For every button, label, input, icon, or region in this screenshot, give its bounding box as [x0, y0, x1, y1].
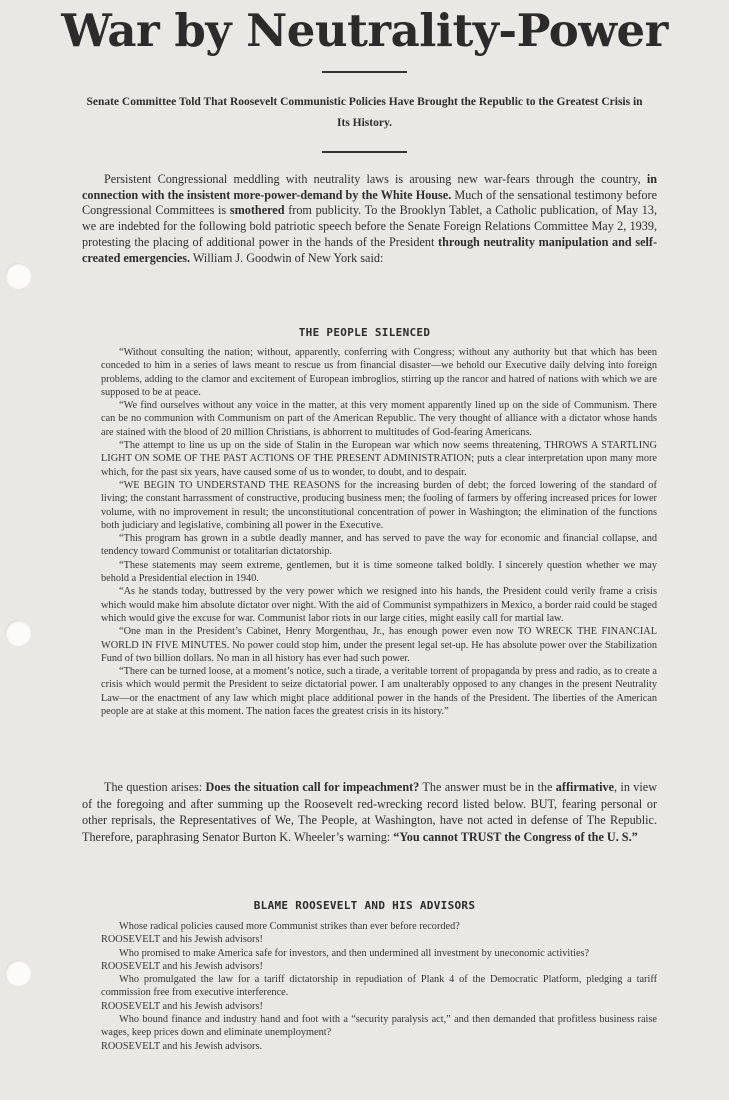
quote-paragraph: “There can be turned loose, at a moment’s notice, such a tirade, a veritable torrent of propaganda by press and radio, as to create a crisis which would permit the President to seize dictatorial power. I am unalterably opposed to any changes in the present Neutrality Law—or the enactment of any law which might place additional power in the hands of the President. The liberties of the American people are at stake at this moment. The nation faces the greatest crisis in its history.”: [101, 666, 657, 718]
section-heading-blame-roosevelt: BLAME ROOSEVELT AND HIS ADVISORS: [253, 899, 476, 912]
punch-hole: [5, 263, 31, 289]
quote-paragraph: “One man in the President’s Cabinet, Henry Morgenthau, Jr., has enough power even now TO WRECK THE FINANCIAL WORLD IN FIVE MINUTES. No power could stop him, under the present legal set-up. He has absolute power over the Stabilization Fund of two billion dollars. No man in all history has ever had such power.: [101, 626, 657, 664]
speech-quotes: [101, 346, 657, 718]
advisors-question: Who promulgated the law for a tariff dictatorship in repudiation of Plank 4 of the Democratic Platform, pledging a tariff commission free from executive interference.: [101, 974, 657, 999]
punch-hole: [5, 620, 31, 646]
page-title: War by Neutrality-Power: [61, 4, 668, 57]
quote-paragraph: “WE BEGIN TO UNDERSTAND THE REASONS for the increasing burden of debt; the forced lowering of the standard of living; the constant harrassment of constructive, producing business men; the fooling of farmers by offering increased prices for lower volume, with no improvement in result; the unconstitutional concentration of power in Washington; the elimination of the functions both judiciary and legislative, combining all power in the Executive.: [101, 479, 657, 531]
advisors-question: Who bound finance and industry hand and foot with a “security paralysis act,” and then demanded that profitless business raise wages, keep prices down and eliminate unemployment?: [101, 1014, 657, 1039]
quote-paragraph: “The attempt to line us up on the side of Stalin in the European war which now seems threatening, THROWS A STARTLING LIGHT ON SOME OF THE PAST ACTIONS OF THE PRESENT ADMINISTRATION; puts a clear interpretation upon many more which, for the past six years, have caused some of us to wonder, to doubt, and to despair.: [101, 440, 657, 478]
quote-paragraph: “Without consulting the nation; without, apparently, conferring with Congress; without any authority but that which has been conceded to him in a series of laws meant to rescue us from financial disaster—we behold our Executive daily delving into foreign problems, adding to the clamor and excitement of European imbroglios, stirring up the rancor and hatred of nations with which we are supposed to be at peace.: [101, 347, 657, 398]
subtitle: Senate Committee Told That Roosevelt Communistic Policies Have Brought the Republic to the Greatest Crisis in Its History.: [86, 96, 643, 129]
advisors-question: Who promised to make America safe for investors, and then undermined all investment by uneconomic activities?: [119, 947, 590, 959]
quote-paragraph: “These statements may seem extreme, gentlemen, but it is time someone talked boldly. I sincerely question whether we may behold a Presidential election in 1940.: [101, 559, 657, 585]
quote-paragraph: “We find ourselves without any voice in the matter, at this very moment apparently lined up on the side of Communism. There can be no communion with Communism on part of the American Republic. The very thought of alliance with a dictator whose hands are stained with the blood of 20 million Christians, is abhorrent to multitudes of God-fearing Americans.: [101, 400, 657, 438]
advisors-answer: ROOSEVELT and his Jewish advisors.: [101, 1040, 263, 1052]
divider: [322, 71, 407, 73]
section-heading-people-silenced: THE PEOPLE SILENCED: [298, 326, 431, 339]
impeachment-paragraph: The question arises: Does the situation call for impeachment? The answer must be in the affirmative, in view of the foregoing and after summing up the Roosevelt red-wrecking record listed below. BUT, fearing personal or other reprisals, the Representatives of We, The People, at Washington, have not acted in defense of The Republic. Therefore, paraphrasing Senator Burton K. Wheeler’s warning: “You cannot TRUST the Congress of the U. S.”: [82, 780, 657, 845]
advisors-question: Whose radical policies caused more Communist strikes than ever before recorded?: [119, 921, 460, 932]
divider: [322, 151, 407, 153]
quote-paragraph: “This program has grown in a subtle deadly manner, and has served to pave the way for economic and financial collapse, and tendency toward Communist or totalitarian dictatorship.: [101, 533, 657, 558]
quote-paragraph: “As he stands today, buttressed by the very power which we resigned into his hands, the President could verily frame a crisis which would make him absolute dictator over night. With the aid of Communist sympathizers in Mexico, a border raid could be staged which would give the excuse for war. Communist labor riots in our large cities, might easily call for martial law.: [101, 586, 657, 624]
advisors-answer: ROOSEVELT and his Jewish advisors!: [101, 934, 263, 946]
punch-hole: [5, 960, 31, 986]
intro-paragraph: Persistent Congressional meddling with neutrality laws is arousing new war-fears through the country, in connection with the insistent more-power-demand by the White House. Much of the sensational testimony before Congressional Committees is smothered from publicity. To the Brooklyn Tablet, a Catholic publication, of May 13, we are indebted for the following bold patriotic speech before the Senate Foreign Relations Committee May 2, 1939, protesting the placing of additional power in the hands of the President through neutrality manipulation and self-created emergencies. William J. Goodwin of New York said:: [82, 172, 657, 265]
advisors-list: [101, 920, 657, 1053]
advisors-answer: ROOSEVELT and his Jewish advisors!: [101, 960, 263, 972]
advisors-answer: ROOSEVELT and his Jewish advisors!: [101, 1000, 263, 1012]
